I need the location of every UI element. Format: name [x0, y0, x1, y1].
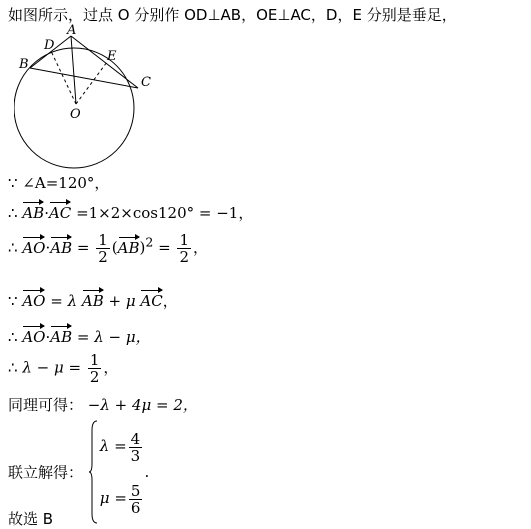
because-symbol: ∵	[8, 292, 18, 310]
vec-ao: AO	[22, 288, 45, 310]
circle-diagram	[14, 24, 174, 174]
therefore-symbol: ∴	[8, 328, 18, 346]
label-c: C	[141, 75, 151, 90]
vec-ab: AB	[118, 235, 140, 257]
similar-line	[8, 394, 198, 415]
vec-ab: AB	[50, 235, 72, 257]
mu-term: + μ	[108, 292, 136, 310]
solution-system	[88, 420, 145, 524]
label-a: A	[67, 24, 77, 38]
vec-ab: AB	[50, 324, 72, 346]
segment-ac	[71, 36, 138, 88]
equals-symbol: =	[158, 238, 171, 257]
lambda-minus-mu-lhs: λ − μ =	[22, 358, 82, 377]
dot-symbol: ·	[45, 238, 51, 257]
similar-label: 同理可得：	[8, 396, 84, 414]
segment-ao	[71, 36, 76, 104]
dot-product-line	[8, 200, 253, 223]
fraction-half: $\frac{1}{2}$	[89, 351, 100, 386]
label-e: E	[107, 49, 117, 64]
vec-ao: AO	[22, 235, 45, 257]
therefore-symbol: ∴	[8, 238, 18, 257]
solution-line: 联立解得： λ = $\frac{4}{3}$ μ = $\frac{5}{6}$ .	[8, 420, 149, 524]
label-b: B	[19, 57, 29, 72]
ao-decomposition-line: ∵ AO = λ AB + μ AC，	[8, 288, 178, 311]
intro-text: 如图所示，过点 O 分别作 OD⊥AB，OE⊥AC，D，E 分别是垂足，	[8, 6, 457, 24]
lambda-term: = λ	[50, 292, 78, 310]
therefore-symbol: ∴	[8, 204, 18, 222]
segment-oe	[76, 62, 107, 104]
vec-ao: AO	[22, 324, 45, 346]
ao-ab-line: ∴ AO·AB = $\frac{1}{2}$ (AB)$^2$ = $\frac{1}{2}$ ，	[8, 231, 209, 266]
angle-line	[8, 172, 109, 193]
brace-icon	[88, 420, 98, 524]
equals-symbol: =	[76, 238, 90, 257]
fraction-half: $\frac{1}{2}$	[98, 231, 108, 266]
final-answer: 故选 B	[8, 510, 54, 528]
vec-ab: AB	[82, 288, 104, 310]
lambda-solution: λ = $\frac{4}{3}$	[99, 429, 141, 465]
similar-equation: −λ + 4μ = 2，	[87, 396, 198, 414]
vec-ac: AC	[49, 200, 71, 222]
solution-label: 联立解得：	[8, 463, 84, 482]
dot-symbol: ·	[44, 204, 49, 222]
angle-text: ∠A=120°，	[22, 174, 110, 192]
mu-solution: μ = $\frac{5}{6}$	[99, 481, 141, 517]
lambda-mu-half-line: ∴ λ − μ = $\frac{1}{2}$ ，	[8, 351, 119, 386]
vec-ac: AC	[140, 288, 162, 310]
therefore-symbol: ∴	[8, 358, 18, 377]
label-o: O	[70, 107, 81, 122]
lambda-minus-mu: = λ − μ，	[76, 328, 151, 346]
dot-product-value: =1×2×cos120° = −1，	[76, 204, 254, 222]
lambda-minus-mu-line: ∴ AO·AB = λ − μ，	[8, 324, 151, 347]
because-symbol: ∵	[8, 174, 18, 192]
vec-ab: AB	[22, 200, 44, 222]
label-d: D	[44, 38, 55, 53]
fraction-half: $\frac{1}{2}$	[179, 231, 190, 266]
